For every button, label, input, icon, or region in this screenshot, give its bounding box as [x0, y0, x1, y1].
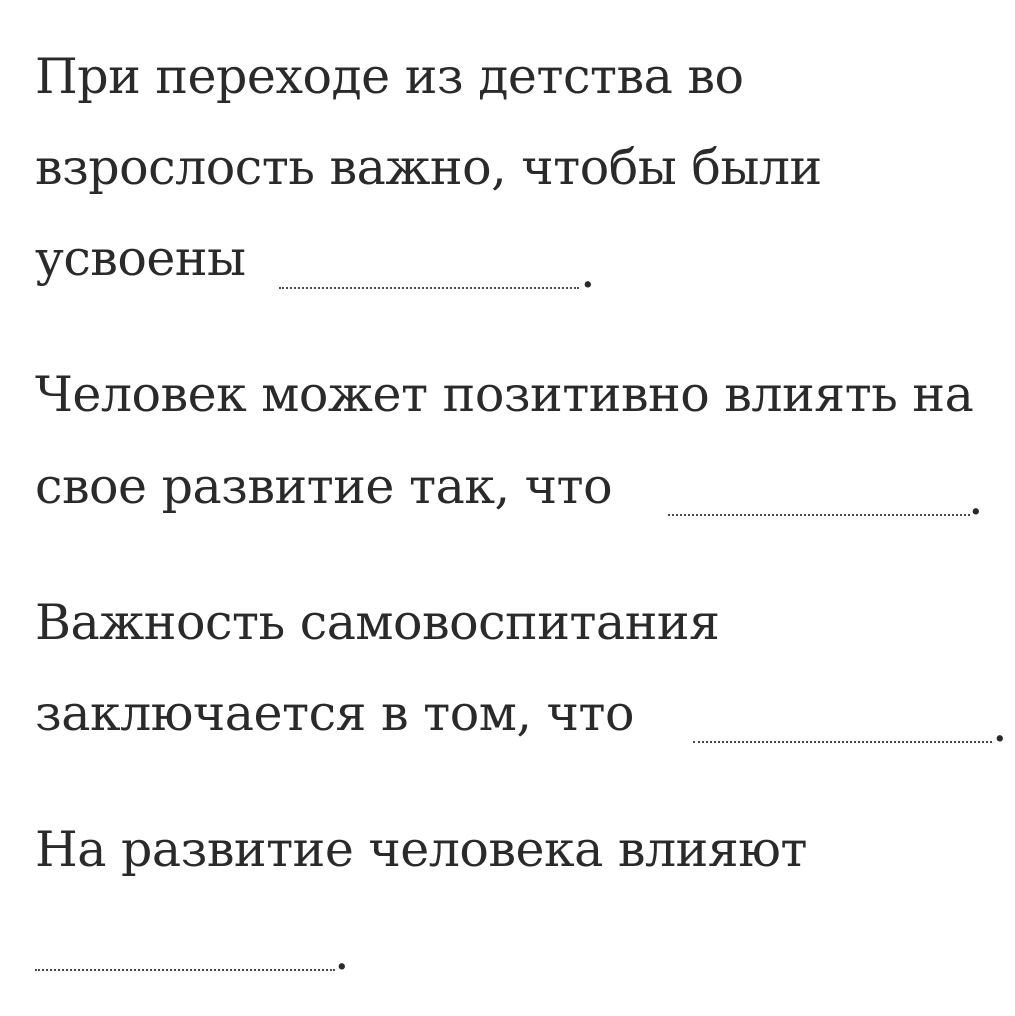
question-4-period: . — [334, 924, 350, 981]
answer-blank-1[interactable] — [279, 287, 579, 289]
question-1-line-3: усвоены — [35, 230, 246, 287]
question-3-line-2: заключается в том, что — [35, 685, 635, 742]
question-3-line-1: Важность самовоспитания — [35, 594, 720, 651]
question-4-line-1: На развитие человека влияют — [35, 821, 807, 878]
answer-blank-4[interactable] — [35, 969, 335, 971]
question-1-period: . — [580, 242, 596, 299]
answer-blank-2[interactable] — [668, 514, 970, 516]
answer-blank-3[interactable] — [693, 741, 992, 743]
question-1-line-1: При переходе из детства во — [35, 48, 744, 105]
question-3-period: . — [992, 696, 1008, 753]
question-2-period: . — [968, 469, 984, 526]
question-2-line-1: Человек может позитивно влиять на — [35, 366, 974, 423]
question-2-line-2: свое развитие так, что — [35, 458, 613, 515]
question-1-line-2: взрослость важно, чтобы были — [35, 139, 822, 196]
